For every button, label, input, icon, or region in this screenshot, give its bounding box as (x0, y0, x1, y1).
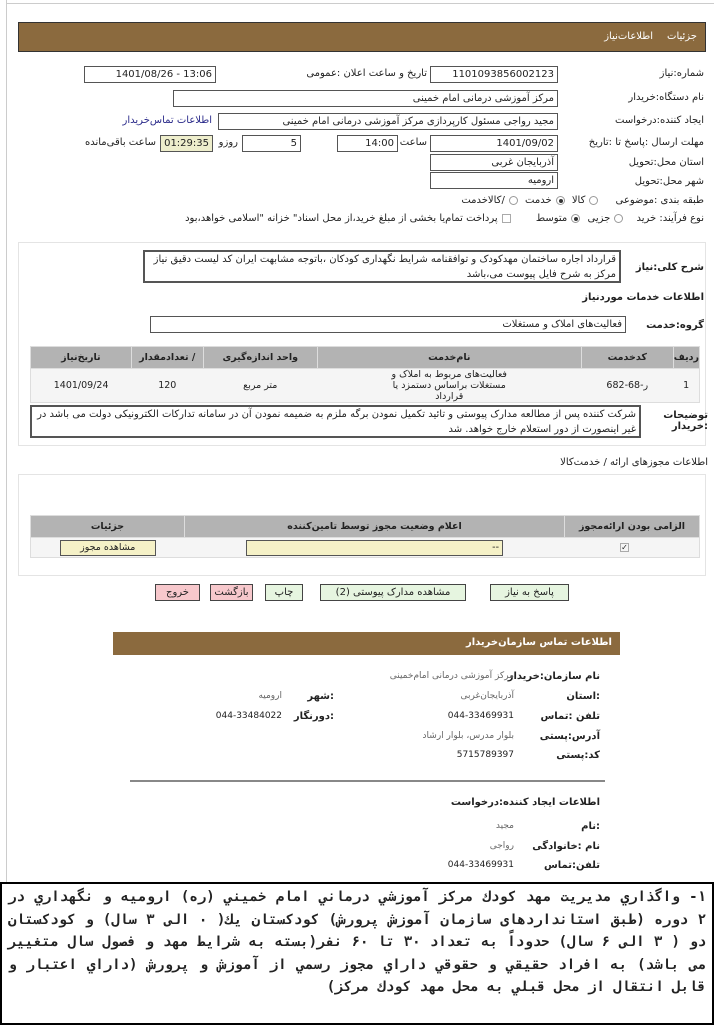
creator-info-title: اطلاعات ایجاد کننده:درخواست (450, 797, 600, 808)
required-cell (565, 538, 700, 558)
summary-text-box: ۱- واگذاري مديريت مهد كودك مركز آموزشي درماني امام خميني (ره) اروميه و نگهداري در ۲ دوره (طبق استانداردهای سازمان آموزش پرورش) كودكستان يك( ۰ الی ۳ سال) و كودكستان دو ( ۳ الی ۶ سال) حدوداً به تعداد ۳۰ تا ۶۰ نفر(بسته به شرايط مهد و فصول سال متغيير می باشد) به افراد حقيقي و حقوقي داراي مجوز رسمي از آموزش و پرورش (داراي اعتبار و قابل انتقال از محل قبلي به محل مهد كودك مركز) (0, 882, 714, 1025)
description-label: شرح کلی:نیاز (635, 262, 704, 273)
cell-unit: متر مربع (243, 380, 278, 391)
need-number-label: شماره:نیاز (659, 68, 704, 79)
buyer-field: مرکز آموزشی درمانی امام خمینی (173, 90, 558, 107)
radio-goods-service[interactable] (509, 196, 518, 205)
creator-phone-label: تلفن:تماس (543, 860, 600, 871)
buyer-label: نام دستگاه:خریدار (628, 92, 704, 103)
family-label: نام :خانوادگی (532, 841, 600, 852)
col-code: کدخدمت (581, 347, 673, 369)
page-header (18, 22, 706, 52)
creator-field: مجید رواجی مسئول کارپردازی مرکز آموزشی درمانی امام خمینی (218, 113, 558, 130)
family-value: رواجی (489, 841, 514, 851)
status-field: -- (246, 540, 503, 556)
goods-label: کالا (571, 195, 586, 206)
col-date: تاریخ‌نیاز (31, 347, 132, 369)
phone-label: تلفن :تماس (540, 711, 600, 722)
deadline-label: مهلت ارسال :پاسخ تا :تاریخ (588, 137, 704, 148)
notes-field: شرکت کننده پس از مطالعه مدارک پیوستی و تائید تکمیل نمودن برگه ملزم به ضمیمه نمودن آن در سامانه تدارکات الکترونیکی دولت می باشد در غیر اینصورت از دور استعلام خارج خواهد. شد (30, 405, 641, 438)
time-label: ساعت (399, 137, 427, 148)
category-label: طبقه بندی :موضوعی (615, 195, 704, 206)
need-number-field: 1101093856002123 (430, 66, 558, 83)
process-row (185, 213, 704, 224)
service-label: خدمت (525, 195, 552, 206)
col-required: الزامی بودن ارائه‌مجوز (565, 516, 700, 538)
radio-goods[interactable] (589, 196, 598, 205)
phone-value: 044-33469931 (447, 711, 514, 721)
org-label: نام سازمان:خریدار (507, 671, 600, 682)
cell-qty: 120 (158, 380, 177, 391)
postal-label: کد:پستی (556, 750, 600, 761)
province-label: :استان (566, 691, 600, 702)
city-label: :شهر (307, 691, 334, 702)
buyer-contact-link[interactable]: اطلاعات تماس‌خریدار (122, 115, 212, 126)
top-rule (6, 3, 714, 4)
postal-value: 5715789397 (456, 750, 514, 760)
fax-value: 044-33484022 (215, 711, 282, 721)
treasury-label: پرداخت تمام‌یا بخشی از مبلغ خرید،از محل اسناد" خزانه "اسلامی خواهد،بود (185, 213, 498, 224)
licenses-table (30, 515, 700, 558)
deadline-time-field: 14:00 (337, 135, 398, 152)
divider (130, 780, 605, 782)
licenses-title: اطلاعات مجوزهای ارائه / خدمت‌کالا (560, 457, 708, 468)
description-field: قرارداد اجاره ساختمان مهدکودک و توافقنامه شرایط نگهداری کودکان ،باتوجه مشابهت ایران کد لیست دقیق نیاز مرکز به شرح فایل پیوست می،باشد (143, 250, 621, 283)
table-row (31, 369, 700, 403)
address-value: بلوار مدرس، بلوار ارشاد (422, 731, 514, 741)
fax-label: :دورنگار (293, 711, 334, 722)
col-unit: واحد اندازه‌گیری (203, 347, 317, 369)
col-qty: / تعدادمقدار (131, 347, 203, 369)
city-label: شهر محل:تحویل (634, 176, 704, 187)
col-row: ردیف (673, 347, 699, 369)
org-value: مرکز آموزشی درمانی امام‌خمینی (389, 671, 514, 681)
required-checkbox[interactable]: ✓ (621, 543, 628, 552)
radio-small[interactable] (614, 214, 623, 223)
cell-date: 1401/09/24 (53, 380, 109, 391)
reply-button[interactable]: پاسخ به نیاز (490, 584, 569, 601)
tab-details[interactable]: جزئیات (667, 31, 697, 42)
goods-service-label: /کالاخدمت (461, 195, 505, 206)
remaining-label: ساعت باقی‌مانده (84, 137, 156, 148)
contact-title: اطلاعات تماس سازمان‌خریدار (465, 637, 612, 648)
notes-label: توضیحات :خریدار (663, 410, 708, 432)
col-details: جزئیات (31, 516, 185, 538)
province-field: آذربایجان غربی (430, 154, 558, 171)
province-label: استان محل:تحویل (628, 157, 704, 168)
table-row (31, 538, 700, 558)
city-value: ارومیه (258, 691, 282, 701)
group-label: گروه:خدمت (646, 320, 704, 331)
treasury-checkbox[interactable] (502, 214, 511, 223)
print-button[interactable]: چاپ (265, 584, 303, 601)
page-left-border (6, 0, 7, 882)
days-label: روزو (218, 137, 238, 148)
city-field: ارومیه (430, 172, 558, 189)
view-license-button[interactable]: مشاهده مجوز (60, 540, 156, 556)
province-value: آذربایجان‌غربی (460, 691, 514, 701)
contact-header (113, 632, 620, 655)
radio-medium[interactable] (571, 214, 580, 223)
remaining-time-field: 01:29:35 (160, 135, 213, 152)
process-label: نوع فرآیند: خرید (636, 213, 704, 224)
days-field: 5 (242, 135, 301, 152)
announce-label: تاریخ و ساعت اعلان :عمومی (306, 68, 427, 79)
services-table (30, 346, 700, 403)
small-label: جزیی (587, 213, 611, 224)
address-label: آدرس:پستی (539, 731, 600, 742)
radio-service[interactable] (556, 196, 565, 205)
deadline-date-field: 1401/09/02 (430, 135, 558, 152)
back-button[interactable]: بازگشت (210, 584, 253, 601)
details-cell (31, 538, 185, 558)
col-name: نام‌خدمت (317, 347, 581, 369)
creator-label: ایجاد کننده:درخواست (615, 115, 704, 126)
cell-name: فعالیت‌های مربوط به املاک و مستغلات براساس دستمزد یا قرارداد (391, 369, 507, 402)
services-title: اطلاعات خدمات موردنیاز (582, 292, 704, 303)
status-cell (185, 538, 565, 558)
name-label: :نام (581, 821, 600, 832)
col-status: اعلام وضعیت مجوز توسط تامین‌کننده (185, 516, 565, 538)
name-value: مجید (495, 821, 514, 831)
tab-need-info[interactable]: اطلاعات‌نیاز (604, 31, 653, 42)
cell-row: 1 (683, 380, 690, 391)
announce-field: 1401/08/26 - 13:06 (84, 66, 216, 83)
medium-label: متوسط (535, 213, 568, 224)
cell-code: ر-68-682 (606, 380, 649, 391)
creator-phone-value: 044-33469931 (447, 860, 514, 870)
view-attachments-button[interactable]: مشاهده مدارک پیوستی (2) (320, 584, 466, 601)
category-row (461, 195, 704, 206)
group-field: فعالیت‌های املاک و مستغلات (150, 316, 626, 333)
exit-button[interactable]: خروج (155, 584, 200, 601)
